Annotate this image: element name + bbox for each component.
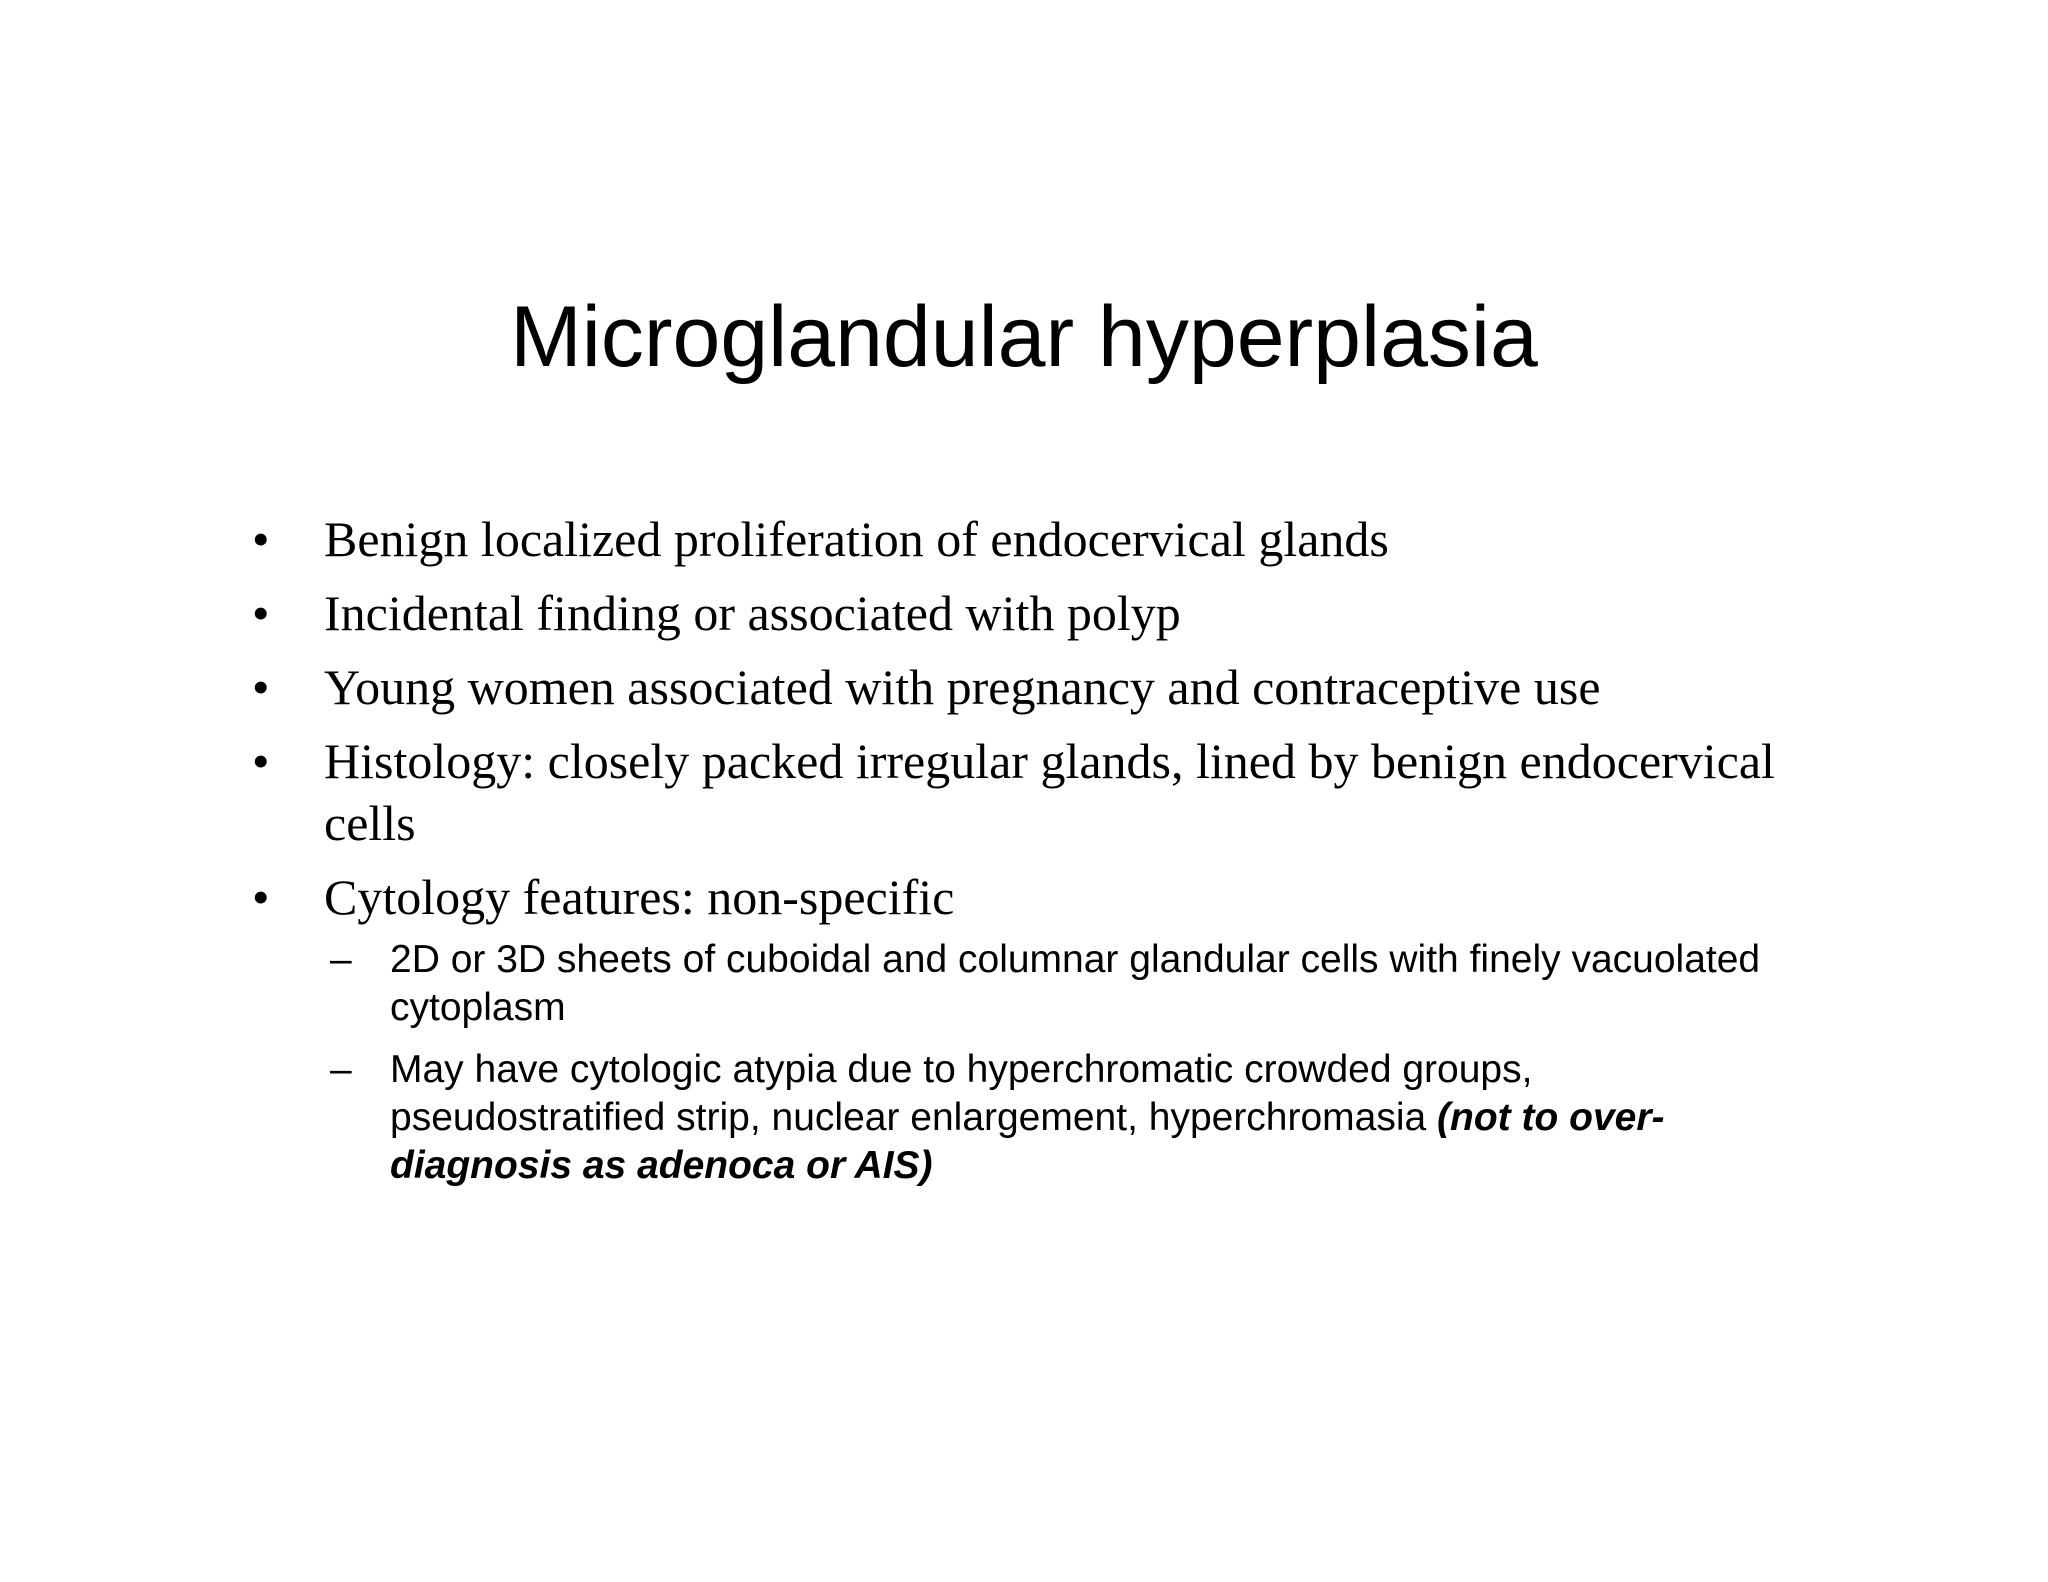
emphasis-note: (not to over-diagnosis as adenoca or AIS) [390,1096,1665,1187]
sub-bullet-list [324,936,1812,1190]
bullet-item [252,508,1812,570]
sub-bullet-item [310,1046,1810,1190]
bullet-marker: • [252,659,270,715]
bullet-item [252,866,1812,1190]
sub-bullet-text: May have cytologic atypia due to hyperchromatic crowded groups, pseudostratified strip, nuclear enlargement, hyperchromasia [390,1048,1533,1139]
bullet-marker: • [252,733,270,789]
bullet-text: Histology: closely packed irregular glands, lined by benign endocervical cells [324,733,1775,851]
bullet-text: Benign localized proliferation of endocervical glands [324,511,1389,567]
sub-bullet-marker: – [330,1048,352,1091]
bullet-list [252,508,1812,1204]
sub-bullet-text: 2D or 3D sheets of cuboidal and columnar glandular cells with finely vacuolated cytoplasm [390,938,1761,1029]
bullet-item [252,656,1812,718]
slide-title: Microglandular hyperplasia [510,289,1538,385]
bullet-marker: • [252,511,270,567]
bullet-item [252,730,1812,854]
sub-bullet-marker: – [330,938,352,981]
bullet-marker: • [252,869,270,925]
bullet-item [252,582,1812,644]
sub-bullet-item [310,936,1810,1032]
bullet-text: Incidental finding or associated with polyp [324,585,1181,641]
bullet-marker: • [252,585,270,641]
bullet-text: Cytology features: non-specific [324,869,955,925]
bullet-text: Young women associated with pregnancy and contraceptive use [324,659,1601,715]
